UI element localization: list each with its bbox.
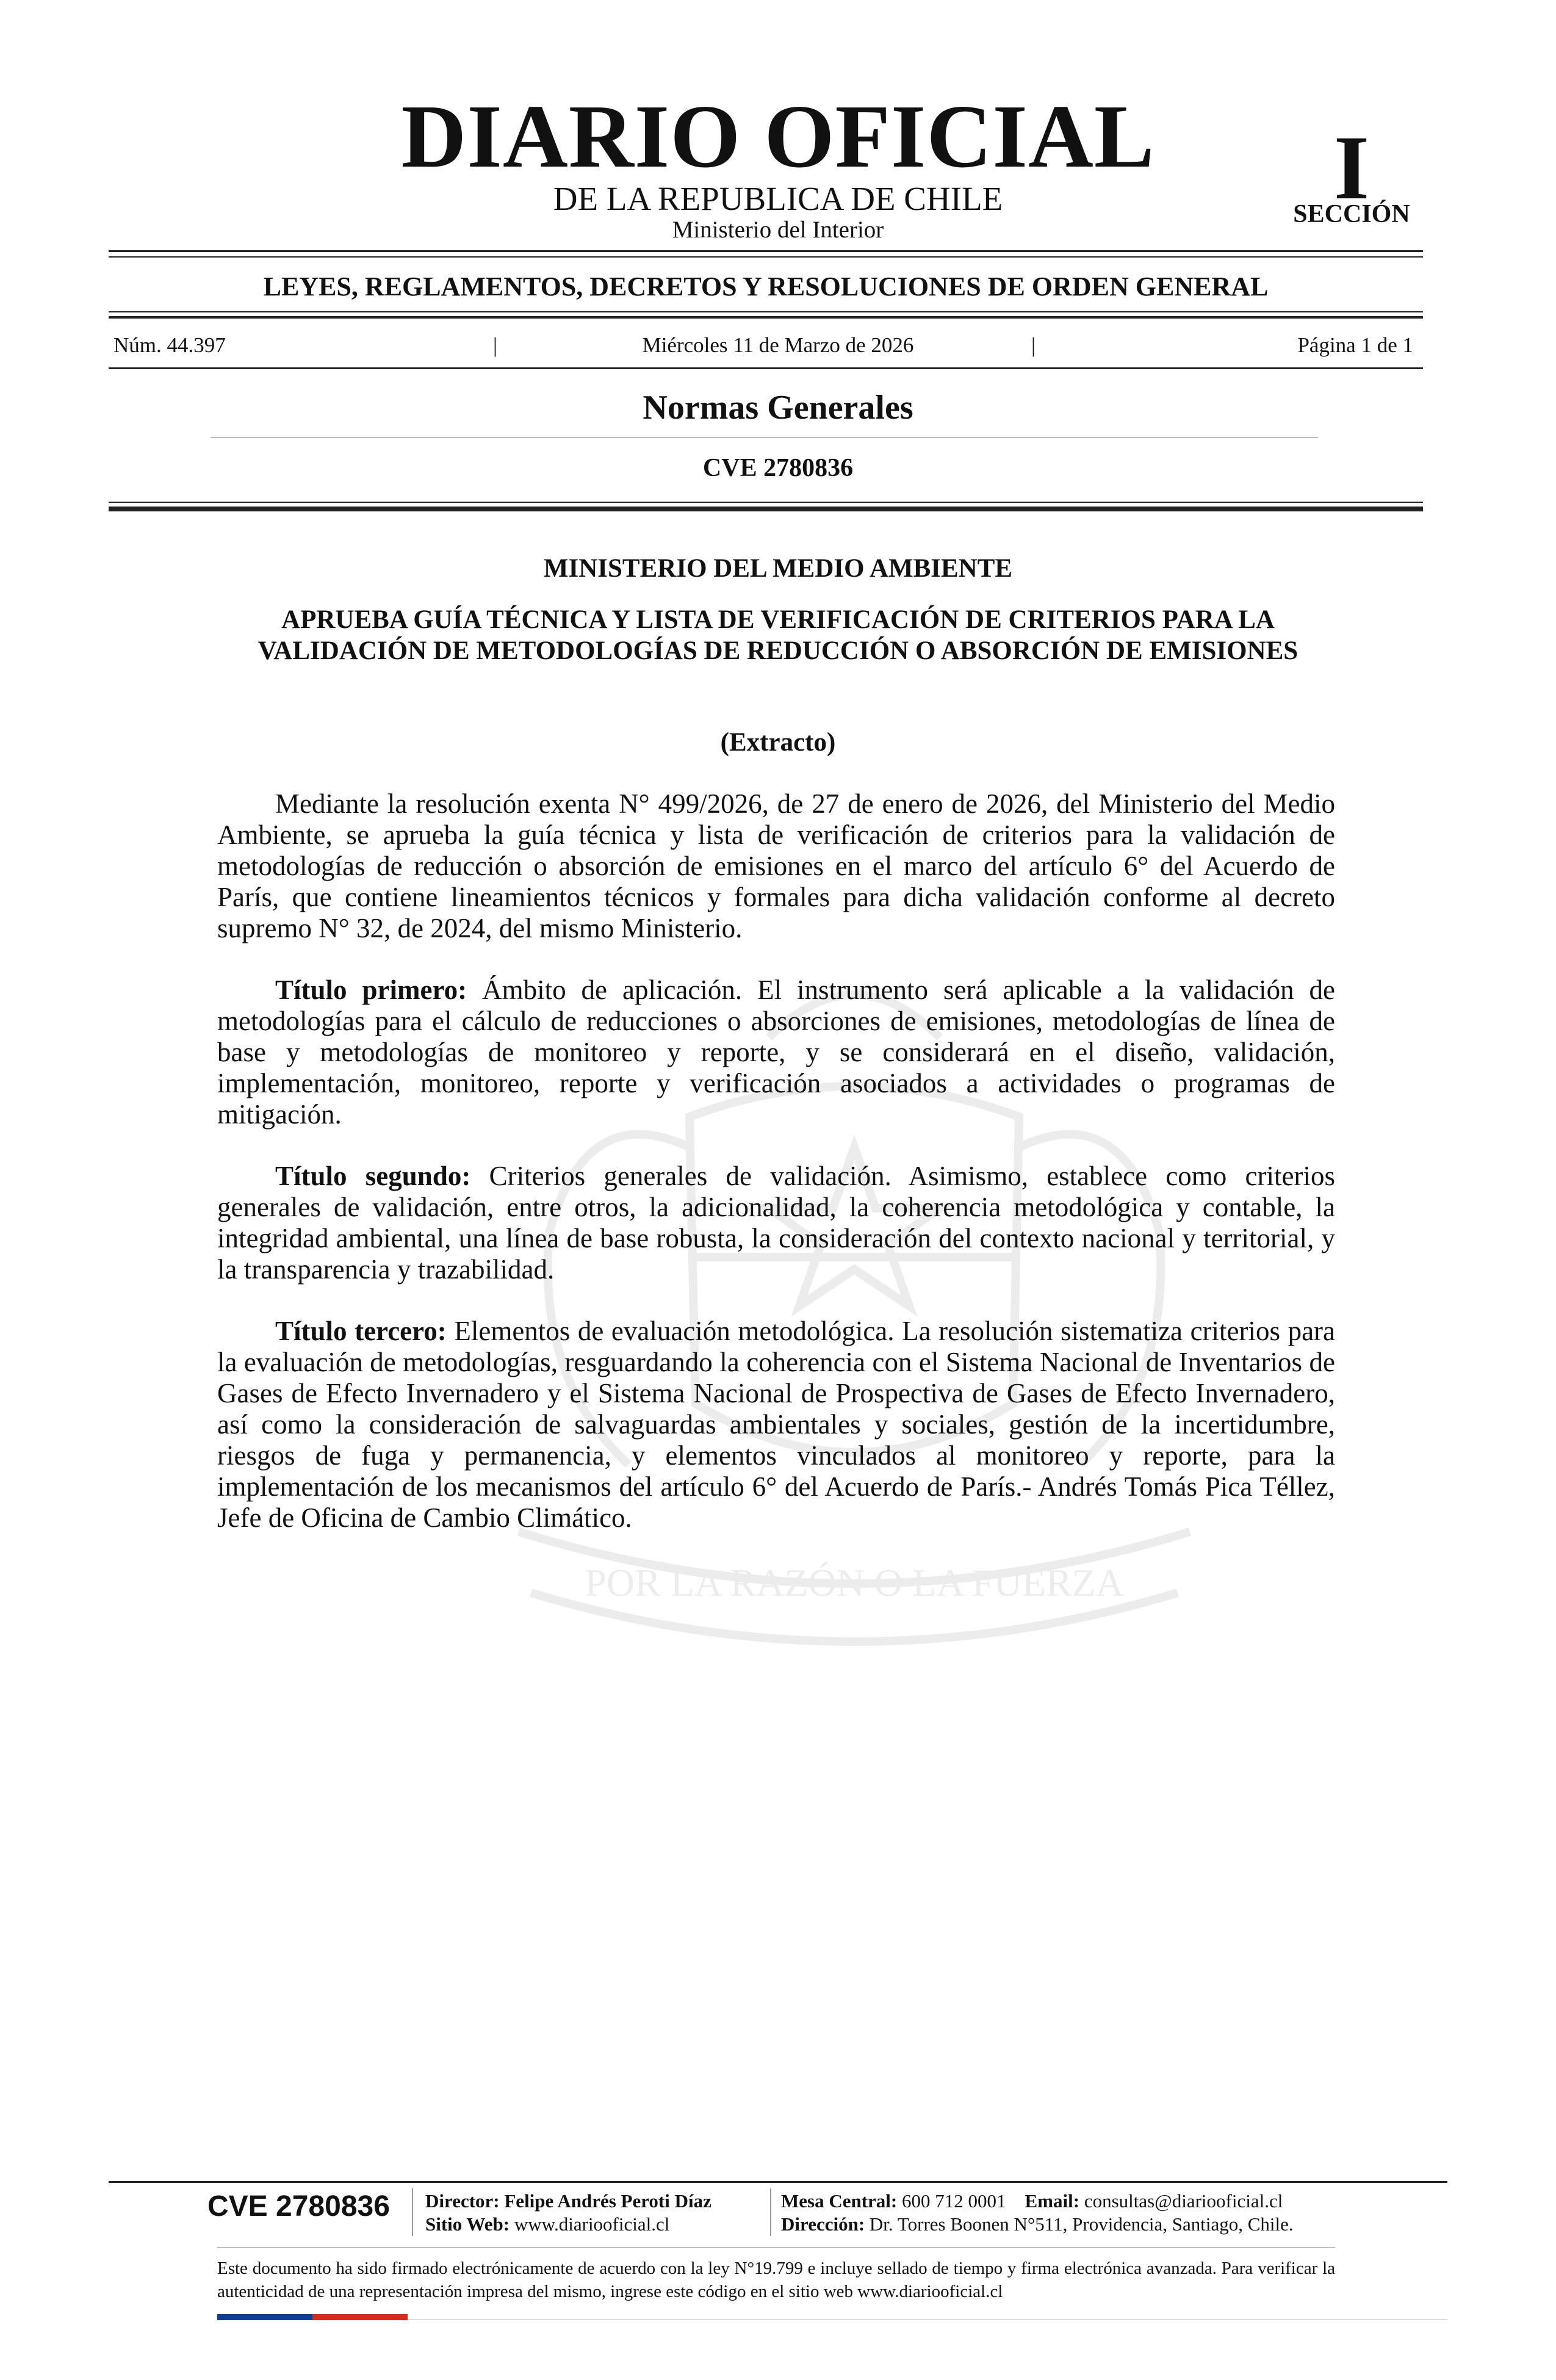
cve-rule-thin [109,502,1423,503]
cve-rule-thick [109,507,1423,511]
document-title: APRUEBA GUÍA TÉCNICA Y LISTA DE VERIFICACIÓN DE CRITERIOS PARA LA VALIDACIÓN DE METODOLOGÍAS DE REDUCCIÓN O ABSORCIÓN DE EMISIONES [258,605,1298,665]
section-paragraph-2 [217,1161,1335,1285]
footer-director-label: Director: [425,2190,500,2212]
issue-rule [109,367,1423,369]
section-heading-1: Título primero: [275,975,467,1005]
footer-signature-note: Este documento ha sido firmado electrónicamente de acuerdo con la ley N°19.799 e incluye sellado de tiempo y firma electrónica avanzada. Para verificar la autenticidad de una representación impresa del mismo, ingrese este código en el sitio web www.diariooficial.cl [217,2259,1335,2301]
section-text-2: Criterios generales de validación. Asimismo, establece como criterios generales de validación, entre otros, la adicionalidad, la coherencia metodológica y contable, la integridad ambiental, una línea de base robusta, la consideración del contexto nacional y territorial, y la transparencia y trazabilidad. [217,1161,1335,1285]
footer-rule-mid [217,2247,1335,2248]
footer-divider-1 [412,2188,413,2236]
footer-phone-label: Mesa Central: [781,2190,898,2212]
footer-contact [781,2190,1283,2213]
footer-address [781,2213,1294,2236]
masthead-rule-top-thin [109,256,1423,258]
page-number: Página 1 de 1 [1297,333,1413,357]
section-paragraph-3 [217,1316,1335,1534]
footer-rule-bottom [408,2319,1447,2320]
masthead-rule-top [109,250,1423,252]
flag-stripe-blue [217,2314,312,2320]
section-text-1: Ámbito de aplicación. El instrumento será aplicable a la validación de metodologías para el cálculo de reducciones o absorciones de emisiones, metodologías de línea de base y metodologías de monitoreo y reporte, y se considerará en el diseño, validación, implementación, monitoreo, reporte y verificación asociados a actividades o programas de mitigación. [217,975,1336,1130]
footer-director [425,2190,711,2213]
category-rule [109,316,1423,319]
issuing-ministry: MINISTERIO DEL MEDIO AMBIENTE [543,554,1013,583]
intro-paragraph: Mediante la resolución exenta N° 499/2026, de 27 de enero de 2026, del Ministerio del Medio Ambiente, se aprueba la guía técnica y lista de verificación de criterios para la validación de metodologías de reducción o absorción de emisiones en el marco del artículo 6° del Acuerdo de París, que contiene lineamientos técnicos y formales para dicha validación conforme al decreto supremo N° 32, de 2024, del mismo Ministerio. [217,788,1335,943]
section-text-3: Elementos de evaluación metodológica. La resolución sistematiza criterios para la evaluación de metodologías, resguardando la coherencia con el Sistema Nacional de Inventarios de Gases de Efecto Invernadero y el Sistema Nacional de Prospectiva de Gases de Efecto Invernadero, así como la consideración de salvaguardas ambientales y sociales, gestión de la incertidumbre, riesgos de fuga y permanencia, y elementos vinculados al monitoreo y reporte, para la implementación de los mecanismos del artículo 6° del Acuerdo de París.- Andrés Tomás Pica Téllez, Jefe de Oficina de Cambio Climático. [217,1316,1335,1533]
footer-divider-2 [770,2188,771,2236]
rubric-rule [211,437,1318,438]
masthead-title: DIARIO OFICIAL [401,87,1155,187]
footer-website [425,2213,669,2236]
cve-code: CVE 2780836 [702,454,854,482]
footer-website-label: Sitio Web: [425,2213,510,2235]
issue-date: Miércoles 11 de Marzo de 2026 [642,333,914,357]
issue-separator-right: | [1031,333,1036,357]
section-label: SECCIÓN [1293,200,1410,228]
masthead-subtitle: DE LA REPUBLICA DE CHILE [553,180,1003,217]
footer-director-value: Felipe Andrés Peroti Díaz [504,2190,711,2212]
footer-website-link[interactable]: www.diariooficial.cl [514,2213,670,2235]
footer-address-value: Dr. Torres Boonen N°511, Providencia, Santiago, Chile. [869,2213,1294,2235]
footer-email-link[interactable]: consultas@diariooficial.cl [1084,2190,1283,2212]
footer-address-label: Dirección: [781,2213,865,2235]
rubric-heading: Normas Generales [643,389,913,427]
flag-stripe-red [312,2314,408,2320]
section-paragraph-1 [217,975,1335,1130]
document-subtitle: (Extracto) [720,728,836,757]
motto-text: POR LA RAZÓN O LA FUERZA [585,1561,1124,1604]
section-heading-3: Título tercero: [275,1316,447,1346]
footer-rule-top [109,2181,1447,2183]
section-number: I [1333,117,1370,218]
issue-number: Núm. 44.397 [113,333,226,357]
issue-separator-left: | [493,333,498,357]
section-heading-2: Título segundo: [275,1161,471,1191]
masthead-ministry: Ministerio del Interior [672,217,884,243]
category-heading: LEYES, REGLAMENTOS, DECRETOS Y RESOLUCIONES DE ORDEN GENERAL [263,272,1269,301]
footer-phone-value: 600 712 0001 [902,2190,1006,2212]
footer-cve-code: CVE 2780836 [207,2190,390,2223]
category-rule-thin [109,311,1423,312]
footer-email-label: Email: [1025,2190,1080,2212]
